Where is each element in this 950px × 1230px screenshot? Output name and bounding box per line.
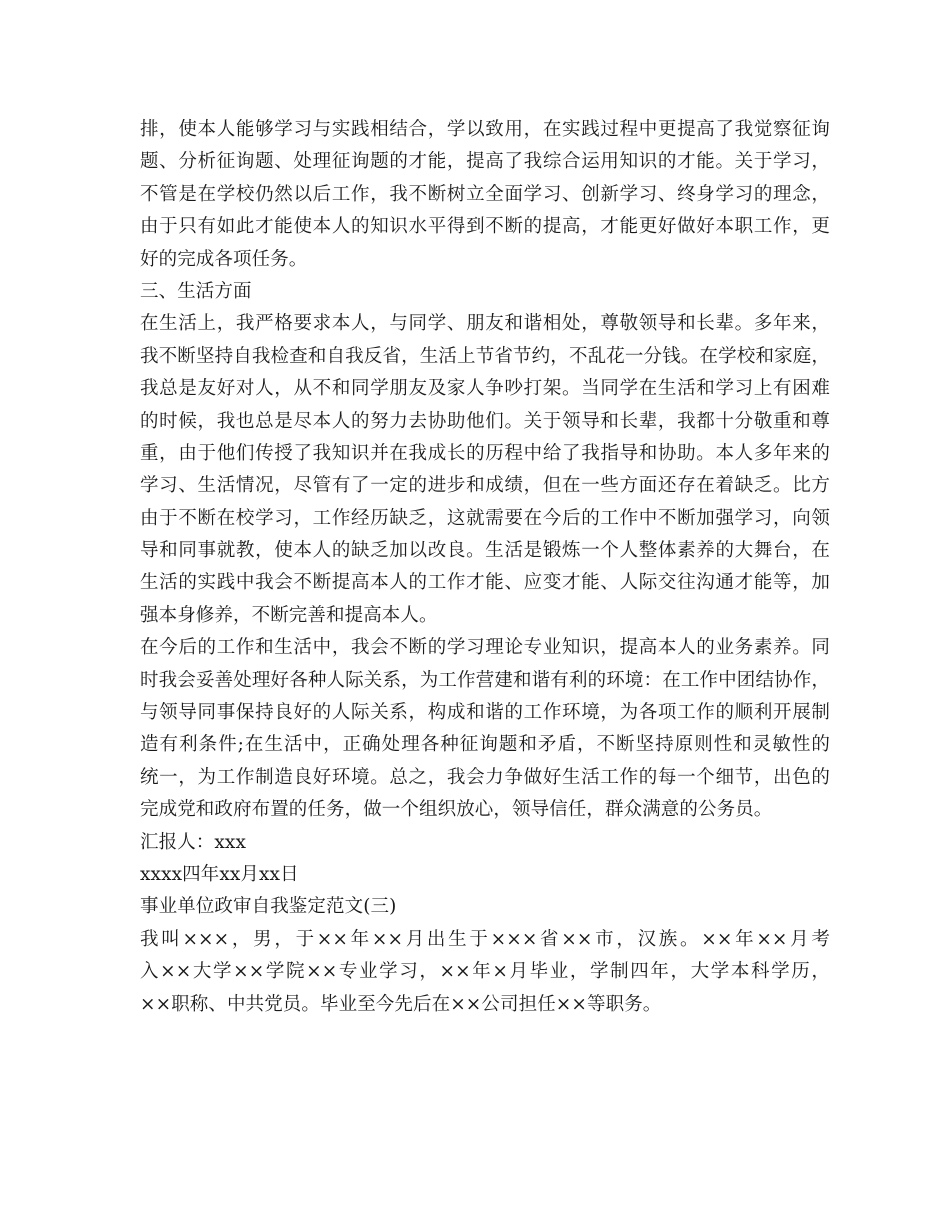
body-line: 排，使本人能够学习与实践相结合，学以致用，在实践过程中更提高了我觉察征询 bbox=[140, 119, 830, 140]
body-line: 生活的实践中我会不断提高本人的工作才能、应变才能、人际交往沟通才能等，加 bbox=[140, 572, 830, 594]
body-line: 题、分析征询题、处理征询题的才能，提高了我综合运用知识的才能。关于学习， bbox=[140, 151, 830, 173]
body-line: 的时候，我也总是尽本人的努力去协助他们。关于领导和长辈，我都十分敬重和尊 bbox=[140, 410, 830, 432]
body-line: 我总是友好对人，从不和同学朋友及家人争吵打架。当同学在生活和学习上有困难 bbox=[140, 378, 830, 400]
body-line: 由于不断在校学习，工作经历缺乏，这就需要在今后的工作中不断加强学习，向领 bbox=[140, 507, 830, 529]
body-line: 与领导同事保持良好的人际关系，构成和谐的工作环境，为各项工作的顺利开展制 bbox=[140, 702, 830, 724]
body-line: 由于只有如此才能使本人的知识水平得到不断的提高，才能更好做好本职工作，更 bbox=[140, 216, 830, 238]
section-title: 事业单位政审自我鉴定范文(三) bbox=[140, 896, 397, 918]
body-line: 强本身修养，不断完善和提高本人。 bbox=[140, 604, 438, 626]
body-line: 导和同事就教，使本人的缺乏加以改良。生活是锻炼一个人整体素养的大舞台，在 bbox=[140, 540, 830, 562]
body-line: 学习、生活情况，尽管有了一定的进步和成绩，但在一些方面还存在着缺乏。比方 bbox=[140, 475, 830, 497]
body-line: 我叫×××，男，于××年××月出生于×××省××市，汉族。××年××月考 bbox=[140, 928, 830, 950]
body-line: 好的完成各项任务。 bbox=[140, 248, 308, 270]
body-line: 在今后的工作和生活中，我会不断的学习理论专业知识，提高本人的业务素养。同 bbox=[140, 637, 830, 659]
document-body bbox=[140, 114, 830, 1021]
body-line: 造有利条件;在生活中，正确处理各种征询题和矛盾，不断坚持原则性和灵敏性的 bbox=[140, 734, 830, 756]
date-line: xxxx四年xx月xx日 bbox=[140, 863, 299, 885]
body-line: 我不断坚持自我检查和自我反省，生活上节省节约，不乱花一分钱。在学校和家庭， bbox=[140, 345, 830, 367]
section-heading: 三、生活方面 bbox=[140, 280, 252, 302]
body-line: 完成党和政府布置的任务，做一个组织放心，领导信任，群众满意的公务员。 bbox=[140, 799, 773, 821]
body-line: 在生活上，我严格要求本人，与同学、朋友和谐相处，尊敬领导和长辈。多年来， bbox=[140, 313, 830, 335]
body-line: ××职称、中共党员。毕业至今先后在××公司担任××等职务。 bbox=[140, 993, 662, 1015]
body-line: 重，由于他们传授了我知识并在我成长的历程中给了我指导和协助。本人多年来的 bbox=[140, 442, 830, 464]
body-line: 时我会妥善处理好各种人际关系，为工作营建和谐有利的环境：在工作中团结协作， bbox=[140, 669, 830, 691]
body-line: 入××大学××学院××专业学习，××年×月毕业，学制四年，大学本科学历， bbox=[140, 961, 830, 983]
body-line: 统一，为工作制造良好环境。总之，我会力争做好生活工作的每一个细节，出色的 bbox=[140, 766, 830, 788]
body-line: 不管是在学校仍然以后工作，我不断树立全面学习、创新学习、终身学习的理念， bbox=[140, 183, 830, 205]
reporter-line: 汇报人：xxx bbox=[140, 831, 247, 853]
